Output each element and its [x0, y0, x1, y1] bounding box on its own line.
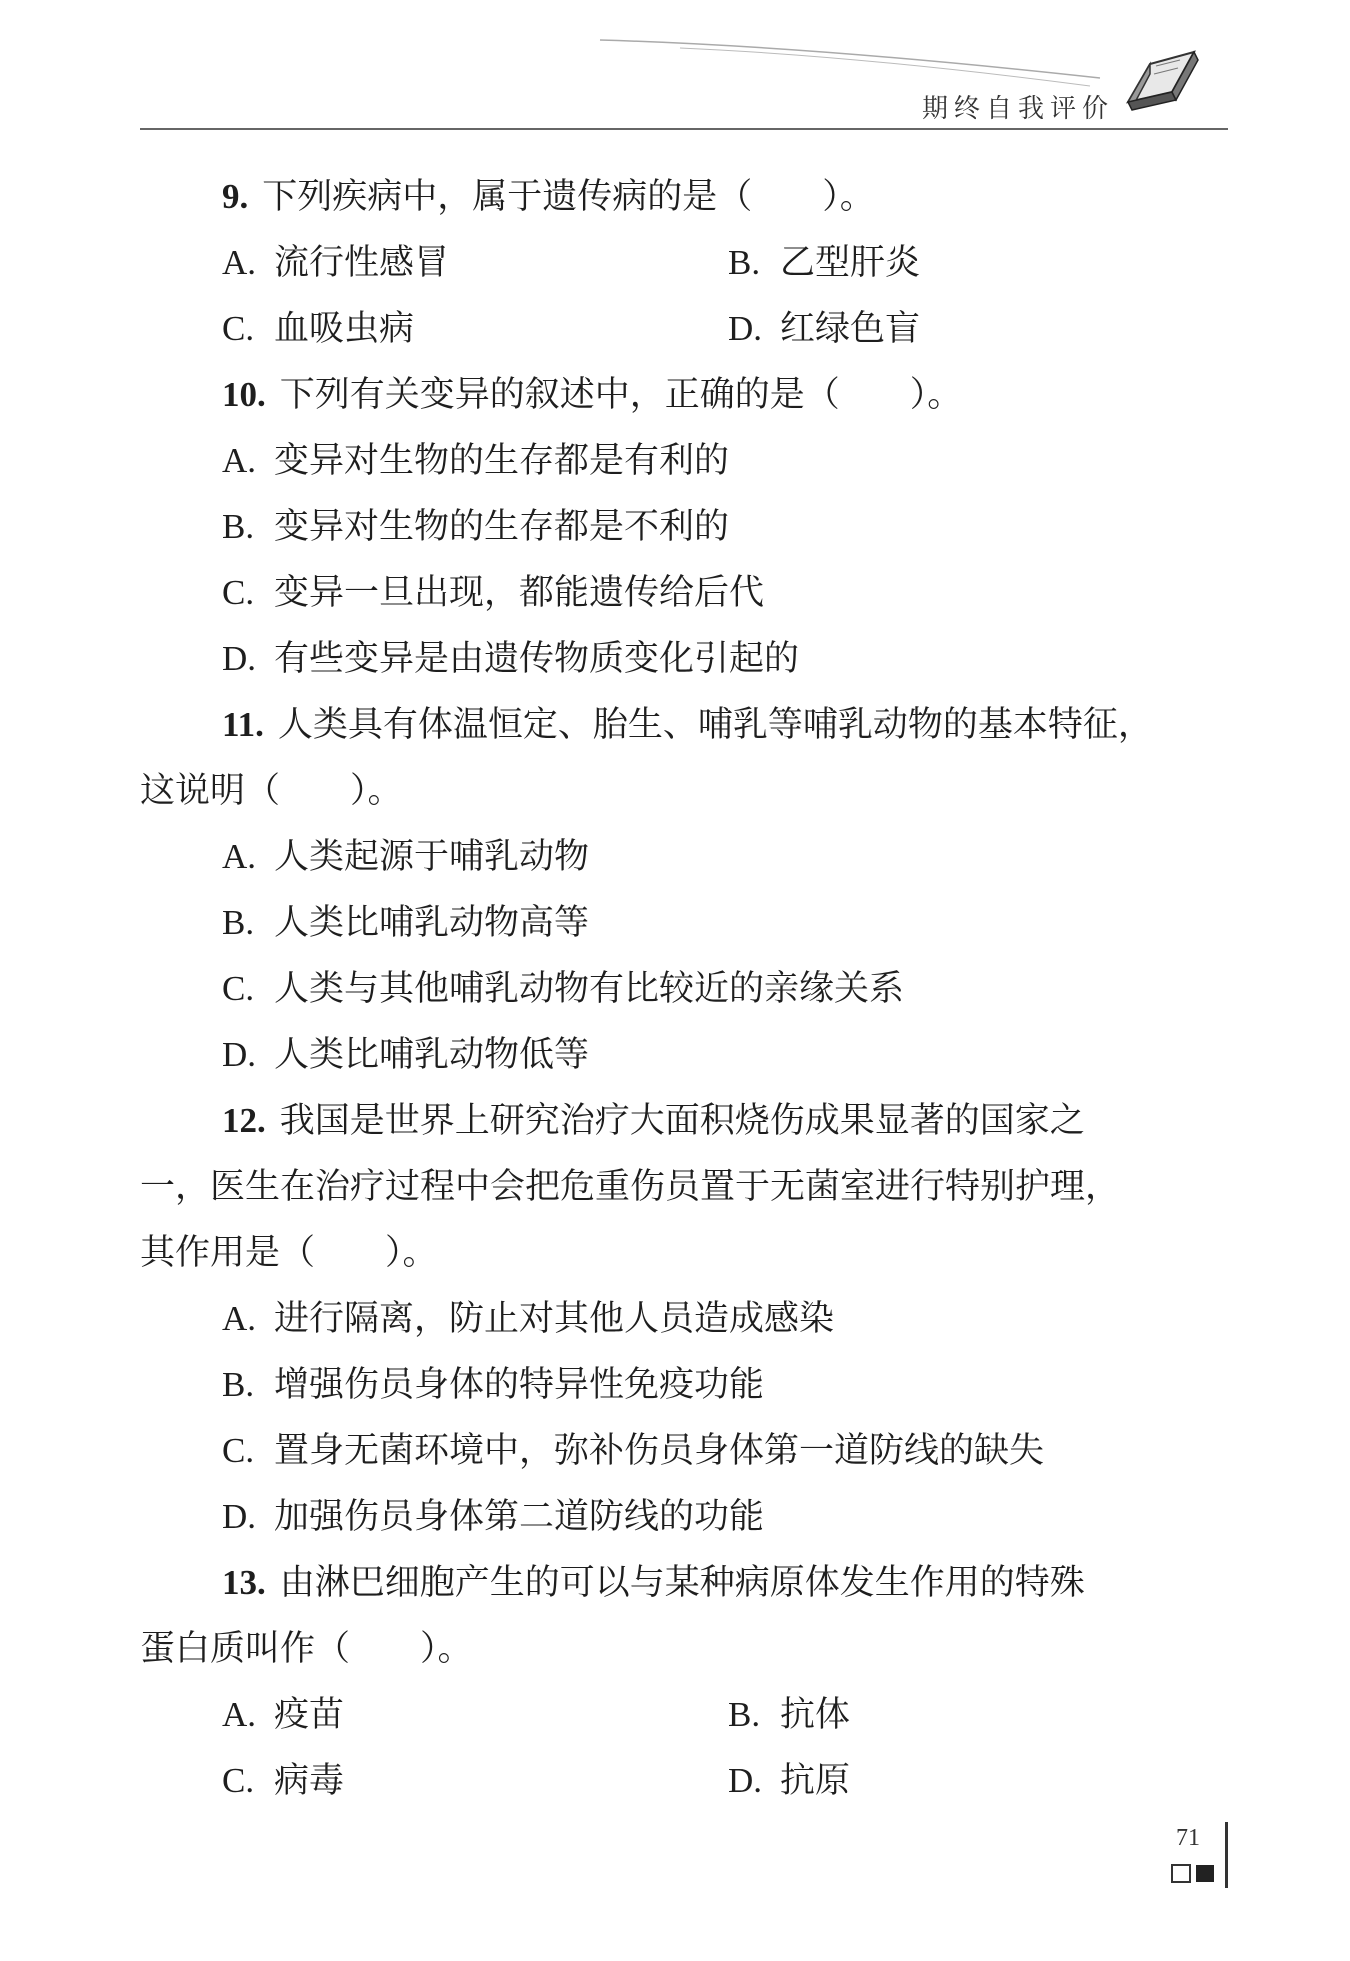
option-letter: A. — [222, 243, 257, 282]
question-text: 下列有关变异的叙述中，正确的是（ ）。 — [279, 375, 963, 415]
question-11-stem-continued: 这说明（ ）。 — [140, 771, 403, 811]
question-number: 9. — [222, 177, 249, 216]
option-letter: D. — [728, 309, 763, 348]
option-letter: D. — [728, 1761, 763, 1800]
option-text: 血吸虫病 — [274, 309, 415, 349]
option-letter: A. — [222, 837, 257, 876]
option-letter: C. — [222, 573, 255, 612]
option-letter: D. — [222, 1497, 257, 1536]
question-number: 12. — [222, 1101, 266, 1140]
option-letter: B. — [222, 507, 255, 546]
option-text: 流行性感冒 — [274, 243, 450, 283]
option-text: 抗原 — [780, 1761, 851, 1801]
question-9-option-b — [728, 243, 920, 283]
option-text: 人类比哺乳动物低等 — [274, 1035, 590, 1075]
question-11-option-b — [222, 903, 589, 943]
footer-square-icons — [1170, 1862, 1220, 1884]
book-icon — [1120, 44, 1202, 126]
option-text: 加强伤员身体第二道防线的功能 — [274, 1497, 765, 1537]
option-text: 疫苗 — [274, 1695, 345, 1735]
option-text: 红绿色盲 — [780, 309, 921, 349]
footer-divider — [1225, 1822, 1228, 1888]
option-text: 增强伤员身体的特异性免疫功能 — [274, 1365, 765, 1405]
option-text: 置身无菌环境中，弥补伤员身体第一道防线的缺失 — [274, 1431, 1045, 1471]
option-letter: B. — [222, 1365, 255, 1404]
question-10-option-b — [222, 507, 729, 547]
page-number: 71 — [1176, 1825, 1200, 1851]
question-13-option-c — [222, 1761, 344, 1801]
question-12-option-c — [222, 1431, 1044, 1471]
question-13-stem — [222, 1563, 1085, 1603]
header-title: 期终自我评价 — [922, 94, 1115, 124]
question-12-option-b — [222, 1365, 764, 1405]
question-12-option-d — [222, 1497, 764, 1537]
option-letter: B. — [728, 1695, 761, 1734]
option-text: 进行隔离，防止对其他人员造成感染 — [274, 1299, 835, 1339]
option-text: 变异一旦出现，都能遗传给后代 — [274, 573, 765, 613]
option-letter: C. — [222, 1431, 255, 1470]
question-12-option-a — [222, 1299, 834, 1339]
header-rule — [140, 128, 1228, 130]
option-text: 抗体 — [780, 1695, 851, 1735]
question-12-stem — [222, 1101, 1085, 1141]
question-10-option-d — [222, 639, 799, 679]
question-9-stem — [222, 177, 875, 217]
option-text: 变异对生物的生存都是有利的 — [274, 441, 730, 481]
question-13-option-b — [728, 1695, 850, 1735]
option-text: 人类起源于哺乳动物 — [274, 837, 590, 877]
option-text: 变异对生物的生存都是不利的 — [274, 507, 730, 547]
option-text: 病毒 — [274, 1761, 345, 1801]
question-11-option-d — [222, 1035, 589, 1075]
question-10-stem — [222, 375, 962, 415]
question-text: 下列疾病中，属于遗传病的是（ ）。 — [262, 177, 875, 217]
question-9-option-d — [728, 309, 920, 349]
question-11-option-c — [222, 969, 904, 1009]
question-text: 人类具有体温恒定、胎生、哺乳等哺乳动物的基本特征， — [277, 705, 1153, 745]
question-text: 我国是世界上研究治疗大面积烧伤成果显著的国家之 — [279, 1101, 1085, 1141]
question-number: 13. — [222, 1563, 266, 1602]
question-12-stem-continued: 其作用是（ ）。 — [140, 1233, 438, 1273]
question-9-option-c — [222, 309, 414, 349]
option-text: 有些变异是由遗传物质变化引起的 — [274, 639, 800, 679]
option-letter: A. — [222, 1299, 257, 1338]
question-9-option-a — [222, 243, 449, 283]
question-number: 11. — [222, 705, 264, 744]
option-text: 人类比哺乳动物高等 — [274, 903, 590, 943]
question-10-option-a — [222, 441, 729, 481]
question-13-stem-continued: 蛋白质叫作（ ）。 — [140, 1629, 473, 1669]
question-10-option-c — [222, 573, 764, 613]
option-letter: D. — [222, 639, 257, 678]
question-13-option-d — [728, 1761, 850, 1801]
option-letter: B. — [728, 243, 761, 282]
question-number: 10. — [222, 375, 266, 414]
option-letter: A. — [222, 1695, 257, 1734]
question-11-option-a — [222, 837, 589, 877]
question-text: 由淋巴细胞产生的可以与某种病原体发生作用的特殊 — [279, 1563, 1085, 1603]
option-letter: A. — [222, 441, 257, 480]
option-letter: C. — [222, 969, 255, 1008]
option-text: 乙型肝炎 — [780, 243, 921, 283]
option-text: 人类与其他哺乳动物有比较近的亲缘关系 — [274, 969, 905, 1009]
option-letter: B. — [222, 903, 255, 942]
option-letter: C. — [222, 1761, 255, 1800]
question-11-stem — [222, 705, 1153, 745]
question-13-option-a — [222, 1695, 344, 1735]
option-letter: C. — [222, 309, 255, 348]
question-12-stem-continued: 一，医生在治疗过程中会把危重伤员置于无菌室进行特别护理， — [140, 1167, 1121, 1207]
option-letter: D. — [222, 1035, 257, 1074]
